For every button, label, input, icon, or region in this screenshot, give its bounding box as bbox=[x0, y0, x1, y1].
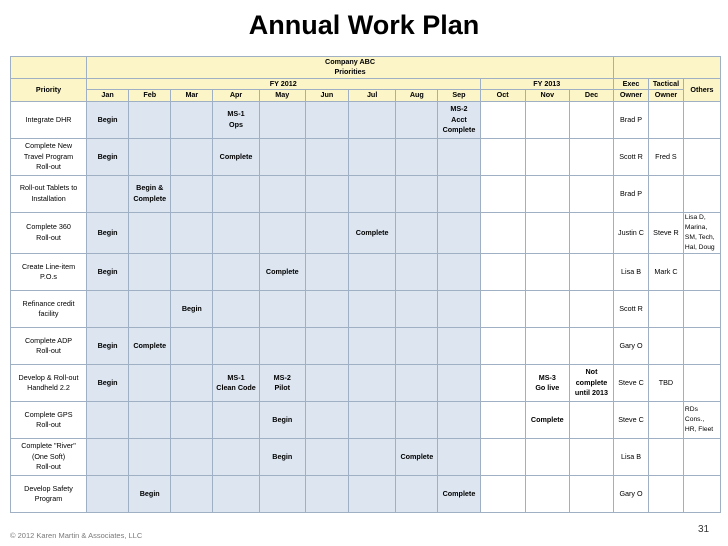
month-cell-dec bbox=[569, 212, 613, 253]
table-row bbox=[11, 138, 721, 175]
header-priority: Priority bbox=[11, 78, 87, 101]
header-fy2013: FY 2013 bbox=[480, 78, 614, 89]
month-cell-sep bbox=[438, 212, 480, 253]
table-row bbox=[11, 101, 721, 138]
month-cell-mar bbox=[171, 364, 213, 401]
month-cell-feb bbox=[129, 253, 171, 290]
tactical-owner-cell: Mark C bbox=[648, 253, 683, 290]
priority-cell: Integrate DHR bbox=[11, 101, 87, 138]
month-header-oct: Oct bbox=[480, 90, 525, 101]
month-cell-oct bbox=[480, 327, 525, 364]
month-cell-dec bbox=[569, 327, 613, 364]
month-cell-may bbox=[259, 175, 305, 212]
month-cell-dec bbox=[569, 290, 613, 327]
month-cell-jul bbox=[349, 175, 396, 212]
exec-owner-cell: Steve C bbox=[614, 364, 649, 401]
header-tactical: Tactical bbox=[648, 78, 683, 89]
others-cell: Lisa D, Marina, SM, Tech, Hal, Doug bbox=[683, 212, 720, 253]
month-header-jan: Jan bbox=[87, 90, 129, 101]
month-cell-jan bbox=[87, 175, 129, 212]
month-header-aug: Aug bbox=[396, 90, 438, 101]
month-cell-jun bbox=[305, 475, 348, 512]
month-cell-aug bbox=[396, 175, 438, 212]
month-header-jul: Jul bbox=[349, 90, 396, 101]
month-cell-dec bbox=[569, 101, 613, 138]
month-cell-jul: Complete bbox=[349, 212, 396, 253]
month-cell-oct bbox=[480, 290, 525, 327]
month-cell-nov bbox=[525, 212, 569, 253]
month-cell-apr bbox=[213, 327, 259, 364]
exec-owner-cell: Brad P bbox=[614, 175, 649, 212]
table-row bbox=[11, 364, 721, 401]
priority-cell: Complete ADP Roll-out bbox=[11, 327, 87, 364]
priority-cell: Complete 360 Roll-out bbox=[11, 212, 87, 253]
month-cell-jun bbox=[305, 401, 348, 438]
priority-cell: Refinance credit facility bbox=[11, 290, 87, 327]
month-cell-feb bbox=[129, 438, 171, 475]
month-cell-feb bbox=[129, 401, 171, 438]
month-cell-oct bbox=[480, 212, 525, 253]
month-cell-dec bbox=[569, 253, 613, 290]
priority-cell: Complete New Travel Program Roll-out bbox=[11, 138, 87, 175]
month-cell-dec: Not complete until 2013 bbox=[569, 364, 613, 401]
month-cell-mar bbox=[171, 253, 213, 290]
month-cell-nov bbox=[525, 290, 569, 327]
month-cell-aug bbox=[396, 138, 438, 175]
month-cell-sep bbox=[438, 401, 480, 438]
month-cell-sep: Complete bbox=[438, 475, 480, 512]
header-others: Others bbox=[683, 78, 720, 101]
month-cell-may: Complete bbox=[259, 253, 305, 290]
month-cell-aug bbox=[396, 212, 438, 253]
month-cell-oct bbox=[480, 175, 525, 212]
others-cell bbox=[683, 138, 720, 175]
tactical-owner-cell: TBD bbox=[648, 364, 683, 401]
month-cell-oct bbox=[480, 475, 525, 512]
header-blank-right bbox=[614, 57, 721, 79]
month-cell-nov: Complete bbox=[525, 401, 569, 438]
month-cell-jan bbox=[87, 438, 129, 475]
month-cell-mar bbox=[171, 101, 213, 138]
table-row bbox=[11, 438, 721, 475]
tactical-owner-cell bbox=[648, 101, 683, 138]
month-cell-jun bbox=[305, 175, 348, 212]
month-cell-jul bbox=[349, 475, 396, 512]
month-cell-apr: MS-1 Ops bbox=[213, 101, 259, 138]
month-cell-jan bbox=[87, 290, 129, 327]
month-cell-oct bbox=[480, 364, 525, 401]
month-cell-jun bbox=[305, 253, 348, 290]
month-cell-mar bbox=[171, 438, 213, 475]
table-row bbox=[11, 175, 721, 212]
exec-owner-cell: Gary O bbox=[614, 475, 649, 512]
month-header-dec: Dec bbox=[569, 90, 613, 101]
priority-cell: Complete GPS Roll-out bbox=[11, 401, 87, 438]
month-cell-nov bbox=[525, 438, 569, 475]
month-cell-sep bbox=[438, 290, 480, 327]
month-cell-nov bbox=[525, 475, 569, 512]
tactical-owner-cell: Fred S bbox=[648, 138, 683, 175]
month-cell-may bbox=[259, 290, 305, 327]
month-cell-may bbox=[259, 475, 305, 512]
tactical-owner-cell bbox=[648, 290, 683, 327]
month-cell-jan bbox=[87, 475, 129, 512]
month-cell-apr bbox=[213, 438, 259, 475]
tactical-owner-cell bbox=[648, 175, 683, 212]
month-cell-sep bbox=[438, 138, 480, 175]
others-cell bbox=[683, 253, 720, 290]
month-cell-mar bbox=[171, 175, 213, 212]
page-title: Annual Work Plan bbox=[248, 10, 480, 40]
month-header-feb: Feb bbox=[129, 90, 171, 101]
month-cell-jan: Begin bbox=[87, 138, 129, 175]
tactical-owner-cell: Steve R bbox=[648, 212, 683, 253]
month-cell-feb bbox=[129, 101, 171, 138]
month-cell-dec bbox=[569, 475, 613, 512]
month-cell-jan: Begin bbox=[87, 212, 129, 253]
exec-owner-cell: Steve C bbox=[614, 401, 649, 438]
page-number: 31 bbox=[698, 524, 710, 535]
month-cell-aug bbox=[396, 327, 438, 364]
month-cell-aug: Complete bbox=[396, 438, 438, 475]
month-cell-dec bbox=[569, 175, 613, 212]
month-cell-jun bbox=[305, 364, 348, 401]
table-row bbox=[11, 212, 721, 253]
month-cell-dec bbox=[569, 138, 613, 175]
month-cell-mar bbox=[171, 212, 213, 253]
month-cell-sep: MS-2 Acct Complete bbox=[438, 101, 480, 138]
month-cell-may bbox=[259, 327, 305, 364]
month-header-jun: Jun bbox=[305, 90, 348, 101]
month-cell-jul bbox=[349, 327, 396, 364]
exec-owner-cell: Scott R bbox=[614, 138, 649, 175]
month-cell-mar bbox=[171, 138, 213, 175]
priority-cell: Roll-out Tablets to Installation bbox=[11, 175, 87, 212]
month-cell-jun bbox=[305, 327, 348, 364]
month-cell-jan: Begin bbox=[87, 327, 129, 364]
month-cell-aug bbox=[396, 253, 438, 290]
header-blank-left bbox=[11, 57, 87, 79]
month-cell-oct bbox=[480, 253, 525, 290]
month-cell-mar bbox=[171, 401, 213, 438]
exec-owner-cell: Justin C bbox=[614, 212, 649, 253]
others-cell bbox=[683, 438, 720, 475]
month-cell-apr bbox=[213, 290, 259, 327]
month-cell-feb: Begin & Complete bbox=[129, 175, 171, 212]
month-header-nov: Nov bbox=[525, 90, 569, 101]
month-cell-apr bbox=[213, 401, 259, 438]
month-cell-nov bbox=[525, 101, 569, 138]
month-cell-apr bbox=[213, 212, 259, 253]
company-name: Company ABC bbox=[325, 57, 376, 66]
exec-owner-cell: Scott R bbox=[614, 290, 649, 327]
month-cell-nov bbox=[525, 138, 569, 175]
month-header-mar: Mar bbox=[171, 90, 213, 101]
month-cell-jun bbox=[305, 212, 348, 253]
others-cell bbox=[683, 175, 720, 212]
others-cell bbox=[683, 475, 720, 512]
month-cell-may bbox=[259, 138, 305, 175]
month-cell-feb bbox=[129, 290, 171, 327]
others-cell: RDs Cons., HR, Fleet bbox=[683, 401, 720, 438]
month-cell-aug bbox=[396, 401, 438, 438]
header-exec-owner: Owner bbox=[614, 90, 649, 101]
month-header-apr: Apr bbox=[213, 90, 259, 101]
header-fy2012: FY 2012 bbox=[87, 78, 480, 89]
month-cell-apr bbox=[213, 175, 259, 212]
month-cell-jan: Begin bbox=[87, 253, 129, 290]
month-cell-jul bbox=[349, 253, 396, 290]
priority-cell: Complete "River" (One Soft) Roll-out bbox=[11, 438, 87, 475]
month-cell-may: Begin bbox=[259, 438, 305, 475]
exec-owner-cell: Brad P bbox=[614, 101, 649, 138]
month-cell-oct bbox=[480, 101, 525, 138]
month-cell-sep bbox=[438, 253, 480, 290]
month-cell-nov bbox=[525, 327, 569, 364]
month-cell-jun bbox=[305, 138, 348, 175]
tactical-owner-cell bbox=[648, 475, 683, 512]
priority-cell: Create Line-item P.O.s bbox=[11, 253, 87, 290]
month-cell-aug bbox=[396, 475, 438, 512]
month-cell-mar: Begin bbox=[171, 290, 213, 327]
month-cell-nov: MS-3 Go live bbox=[525, 364, 569, 401]
month-cell-jan: Begin bbox=[87, 364, 129, 401]
month-cell-sep bbox=[438, 438, 480, 475]
month-cell-jul bbox=[349, 364, 396, 401]
month-cell-feb bbox=[129, 138, 171, 175]
month-cell-feb bbox=[129, 364, 171, 401]
month-cell-may: Begin bbox=[259, 401, 305, 438]
priority-cell: Develop Safety Program bbox=[11, 475, 87, 512]
priority-cell: Develop & Roll-out Handheld 2.2 bbox=[11, 364, 87, 401]
table-row bbox=[11, 290, 721, 327]
month-cell-dec bbox=[569, 438, 613, 475]
table-row bbox=[11, 401, 721, 438]
month-cell-nov bbox=[525, 253, 569, 290]
month-cell-aug bbox=[396, 290, 438, 327]
tactical-owner-cell bbox=[648, 401, 683, 438]
month-cell-apr bbox=[213, 475, 259, 512]
month-cell-feb: Begin bbox=[129, 475, 171, 512]
month-cell-mar bbox=[171, 327, 213, 364]
month-cell-oct bbox=[480, 401, 525, 438]
exec-owner-cell: Lisa B bbox=[614, 438, 649, 475]
others-cell bbox=[683, 101, 720, 138]
others-cell bbox=[683, 327, 720, 364]
work-plan-table bbox=[10, 56, 721, 513]
month-cell-mar bbox=[171, 475, 213, 512]
table-row bbox=[11, 475, 721, 512]
month-cell-jun bbox=[305, 290, 348, 327]
header-tactical-owner: Owner bbox=[648, 90, 683, 101]
month-cell-jan: Begin bbox=[87, 101, 129, 138]
exec-owner-cell: Lisa B bbox=[614, 253, 649, 290]
month-cell-oct bbox=[480, 138, 525, 175]
month-cell-dec bbox=[569, 401, 613, 438]
table-row bbox=[11, 253, 721, 290]
month-cell-sep bbox=[438, 327, 480, 364]
tactical-owner-cell bbox=[648, 327, 683, 364]
copyright-footer: © 2012 Karen Martin & Associates, LLC bbox=[10, 531, 143, 540]
month-cell-may: MS-2 Pilot bbox=[259, 364, 305, 401]
month-cell-may bbox=[259, 101, 305, 138]
month-cell-jul bbox=[349, 138, 396, 175]
others-cell bbox=[683, 364, 720, 401]
month-cell-apr bbox=[213, 253, 259, 290]
month-cell-nov bbox=[525, 175, 569, 212]
month-cell-jun bbox=[305, 101, 348, 138]
month-cell-jul bbox=[349, 438, 396, 475]
month-cell-jul bbox=[349, 101, 396, 138]
month-cell-jul bbox=[349, 290, 396, 327]
tactical-owner-cell bbox=[648, 438, 683, 475]
month-cell-aug bbox=[396, 364, 438, 401]
table-row bbox=[11, 327, 721, 364]
priorities-label: Priorities bbox=[334, 67, 366, 77]
month-cell-jan bbox=[87, 401, 129, 438]
month-cell-feb bbox=[129, 212, 171, 253]
month-cell-jun bbox=[305, 438, 348, 475]
month-cell-may bbox=[259, 212, 305, 253]
month-cell-feb: Complete bbox=[129, 327, 171, 364]
month-cell-oct bbox=[480, 438, 525, 475]
month-cell-jul bbox=[349, 401, 396, 438]
month-cell-sep bbox=[438, 364, 480, 401]
others-cell bbox=[683, 290, 720, 327]
month-cell-apr: Complete bbox=[213, 138, 259, 175]
header-exec: Exec bbox=[614, 78, 649, 89]
header-company bbox=[87, 57, 614, 79]
month-header-may: May bbox=[259, 90, 305, 101]
month-cell-aug bbox=[396, 101, 438, 138]
exec-owner-cell: Gary O bbox=[614, 327, 649, 364]
month-cell-sep bbox=[438, 175, 480, 212]
month-header-sep: Sep bbox=[438, 90, 480, 101]
month-cell-apr: MS-1 Clean Code bbox=[213, 364, 259, 401]
